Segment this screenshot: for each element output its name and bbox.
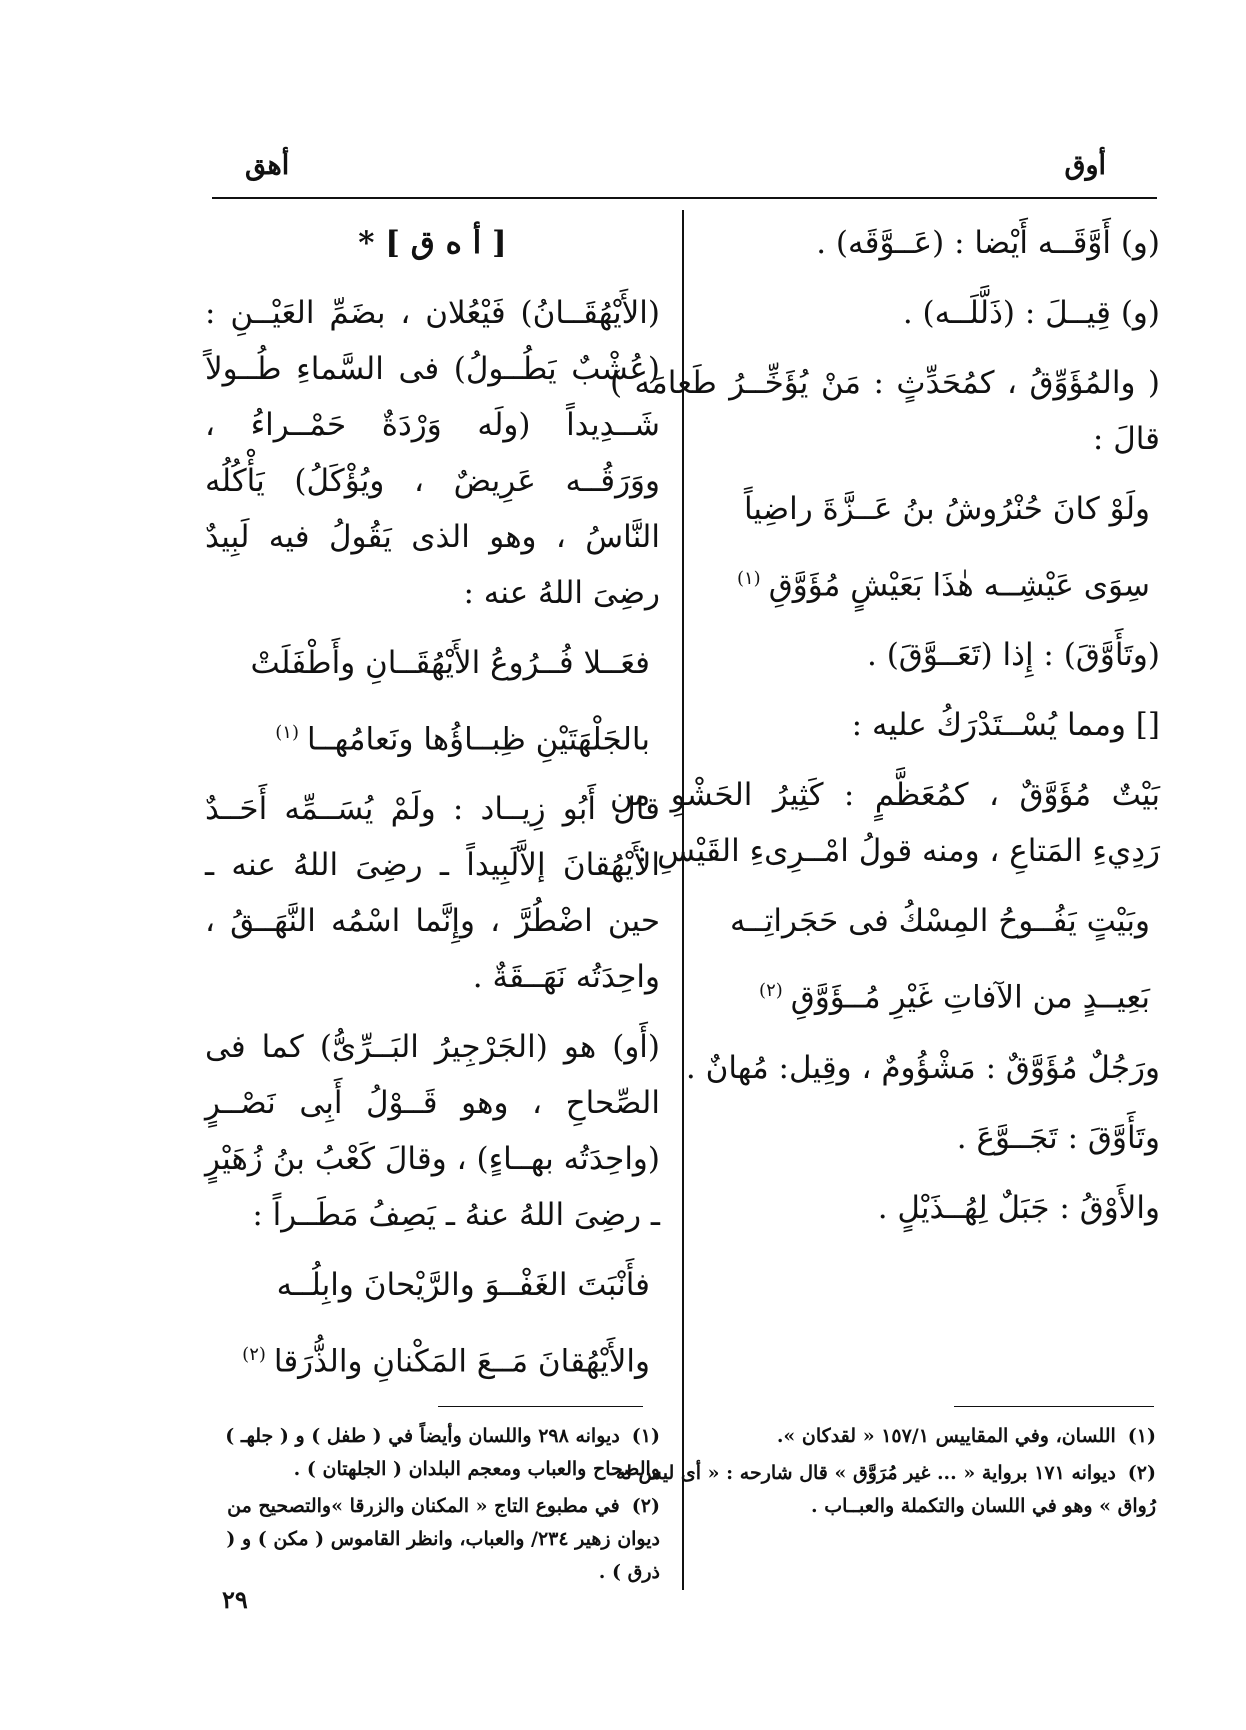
left-column [205, 215, 660, 1404]
footnote-rule [438, 1406, 643, 1407]
header-left-entry: أهق [245, 150, 290, 181]
paragraph: ( والمُؤَوِّقُ ، كمُحَدِّثٍ : مَنْ يُؤَخِّــرُ طَعامَه ) قالَ : [610, 365, 1160, 457]
footnote [205, 1420, 660, 1486]
paragraph: والأَوْقُ : جَبَلٌ لِهُــذَيْلٍ . [877, 1189, 1160, 1226]
footnote-ref: (٢) [242, 1344, 266, 1366]
footnote-text: ديوانه ٢٩٨ واللسان وأيضاً في ( طفل ) و ( جلهـ ) والصحاح والعباب ومعجم البلدان ( الجلهتان ) . [225, 1425, 660, 1480]
verse-line [610, 551, 1160, 613]
footnote-number: (١) [631, 1425, 660, 1447]
verse-text: بَعِيــدٍ من الآفاتِ غَيْرِ مُــؤَوَّقِ [790, 979, 1150, 1016]
footnote [596, 1457, 1156, 1523]
paragraph: (الأَيْهُقَــانُ) فَيْعُلان ، بضَمِّ العَيْــنِ : (عُشْبٌ يَطُــولُ) فى السَّماءِ طُــولاً شَــدِيداً (ولَه وَرْدَةٌ حَمْــراءُ ، ووَرَقُــه عَرِيضٌ ، ويُؤْكَلُ) يَأْكُلُه النَّاسُ ، وهو الذى يَقُولُ فيه لَبِيدٌ رضِىَ اللهُ عنه : [205, 295, 660, 611]
paragraph: (و) أَوَّقَــه أَيْضا : (عَــوَّقَه) . [816, 225, 1160, 261]
header-rule [212, 197, 1157, 199]
paragraph: بَيْتٌ مُؤَوَّقٌ ، كمُعَظَّمٍ : كَثِيرُ الحَشْوِ من رَدِيءِ المَتاعِ ، ومنه قولُ امْــرِىءِ القَيْسِ : [610, 777, 1160, 870]
verse-text: سِوَى عَيْشِــه هٰذَا بَعَيْشٍ مُؤَوَّقِ [768, 567, 1150, 604]
footnote [205, 1490, 660, 1589]
paragraph: ورَجُلٌ مُؤَوَّقٌ : مَشْؤُومٌ ، وقِيل: مُهانٌ . [685, 1049, 1160, 1086]
verse-text: بالجَلْهَتَيْنِ ظِبــاؤُها ونَعامُهــا [307, 721, 650, 758]
footnote-text: اللسان، وفي المقاييس ١٥٧/١ « لقدكان ». [776, 1425, 1116, 1447]
section-title: [ أ ه ق ] * [358, 225, 507, 261]
footnote-text: ديوانه ١٧١ برواية « ... غير مُرَوَّق » قال شارحه : « أى ليس له رُواق » وهو في اللسان والتكملة والعبــاب . [615, 1462, 1156, 1517]
page-number: ٢٩ [222, 1585, 248, 1614]
paragraph: [] ومما يُسْــتَدْرَكُ عليه : [851, 707, 1160, 744]
footnote-number: (٢) [631, 1495, 660, 1517]
verse-line: فأَنْبَتَ الغَفْــوَ والرَّيْحانَ وابِلُــه [276, 1267, 650, 1304]
footnote-ref: (٢) [759, 980, 783, 1002]
header-right-entry: أوق [1064, 150, 1106, 181]
footnote-number: (١) [1127, 1425, 1156, 1447]
paragraph: (و) قِيــلَ : (ذَلَّلَــه) . [902, 295, 1160, 331]
footnote-number: (٢) [1127, 1462, 1156, 1484]
footnote [596, 1420, 1156, 1453]
paragraph: (أَو) هو (الجَرْجِيرُ البَــرِّىُّ) كما فى الصِّحاحِ ، وهو قَــوْلُ أَبِى نَصْــرٍ (واحِدَتُه بهــاءٍ) ، وقالَ كَعْبُ بنُ زُهَيْرٍ ـ رضِىَ اللهُ عنهُ ـ يَصِفُ مَطَــراً : [205, 1029, 660, 1234]
footnotes-right [596, 1420, 1156, 1527]
verse-text: والأَيْهُقانَ مَــعَ المَكْنانِ والذُّرَقا [273, 1343, 650, 1380]
footnote-ref: (١) [736, 568, 761, 589]
footnote-ref: (١) [275, 722, 299, 743]
paragraph: (وتَأَوَّقَ) : إِذا (تَعَــوَّقَ) . [866, 637, 1160, 674]
paragraph: قال أَبُو زِيــاد : ولَمْ يُسَــمِّه أَحَــدٌ الأَيْهُقانَ إلاَّلَبِيداً ـ رضِىَ اللهُ عنه ـ حين اضْطُرَّ ، وإِنَّما اسْمُه النَّهَــقُ ، واحِدَتُه نَهَــقَةٌ . [205, 791, 660, 996]
right-column [610, 215, 1160, 1250]
verse-line: وبَيْتٍ يَفُــوحُ المِسْكُ فى حَجَراتِــه [729, 903, 1150, 940]
footnote-text: في مطبوع التاج « المكنان والزرقا »والتصحيح من ديوان زهير ٢٣٤/ والعباب، وانظر القاموس ( مكن ) و ( ذرق ) . [226, 1495, 660, 1583]
verse-line: فعَــلا فُــرُوعُ الأَيْهُقَــانِ وأَطْفَلَتْ [250, 645, 650, 681]
footnote-rule [954, 1406, 1154, 1407]
verse-line [205, 1327, 660, 1389]
verse-line: ولَوْ كانَ حُنْرُوشُ بنُ عَــزَّةَ راضِياً [743, 491, 1150, 527]
paragraph: وتَأَوَّقَ : تَجَــوَّعَ . [956, 1119, 1160, 1156]
footnotes-left [205, 1420, 660, 1593]
verse-line [205, 705, 660, 767]
verse-line [610, 963, 1160, 1025]
